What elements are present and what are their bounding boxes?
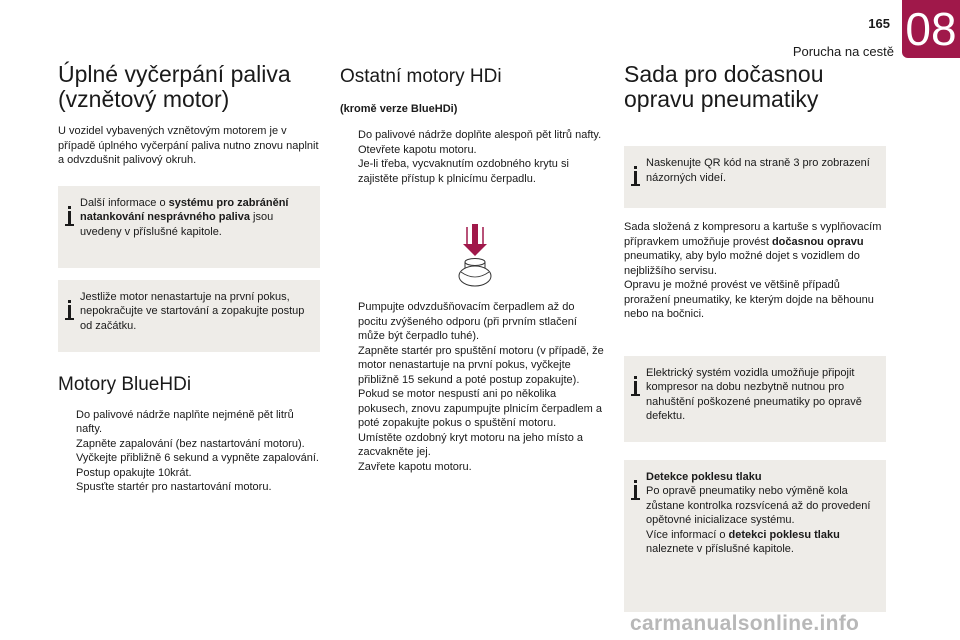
- hdi-steps-after: [340, 300, 604, 474]
- chapter-title: Porucha na cestě: [792, 44, 894, 59]
- title-line-1: Úplné vyčerpání paliva: [58, 61, 291, 87]
- title-line-1: Sada pro dočasnou: [624, 61, 824, 87]
- list-item: Je-li třeba, vycvaknutím ozdobného krytu si zajistěte přístup k plnicímu čerpadlu.: [358, 158, 569, 185]
- column-tyre-repair: [624, 62, 886, 612]
- note-text: Jestliže motor nenastartuje na první pokus, nepokračujte ve startování a zopakujte postup od začátku.: [80, 290, 305, 332]
- column-fuel-exhaustion: [58, 62, 320, 495]
- note-text: Naskenujte QR kód na straně 3 pro zobrazení názorných videí.: [646, 157, 870, 184]
- note-text: Po opravě pneumatiky nebo výměně kola zůstane kontrolka rozsvícená až do provedení opětovné inicializace systému.: [646, 485, 871, 526]
- note-text: Elektrický systém vozidla umožňuje připojit kompresor na dobu nezbytně nutnou pro nahuštění poškozené pneumatiky po opravě defektu.: [646, 366, 862, 422]
- info-note-pressure-detection: Detekce poklesu tlaku Po opravě pneumatiky nebo výměně kola zůstane kontrolka rozsvícená až do provedení opětovné inicializace systému. Více informací o detekci poklesu tlaku naleznete v příslušné kapitole.: [624, 460, 886, 612]
- list-item: Do palivové nádrže doplňte alespoň pět litrů nafty.: [358, 129, 602, 141]
- list-item: Spusťte startér pro nastartování motoru.: [76, 481, 272, 493]
- section-title-fuel: [58, 62, 320, 112]
- info-note-misfuel: [58, 186, 320, 268]
- chapter-tab: 08: [902, 0, 960, 58]
- kit-description: Sada složená z kompresoru a kartuše s vyplňovacím přípravkem umožňuje provést dočasnou opravu pneumatiky, aby bylo možné dojet s vozidlem do nejbližšího servisu.: [624, 221, 882, 277]
- page-number: 165: [868, 16, 890, 31]
- bluehdi-steps: [58, 408, 320, 495]
- list-item: Zavřete kapotu motoru.: [358, 460, 472, 473]
- note-text-post: jsou uvedeny v příslušné kapitole.: [80, 211, 274, 238]
- list-item: Do palivové nádrže naplňte nejméně pět litrů nafty.: [76, 408, 294, 435]
- hdi-steps-before: [340, 128, 604, 186]
- pump-illustration: [455, 224, 495, 290]
- note-heading: Detekce poklesu tlaku: [646, 470, 762, 483]
- info-note-qr: [624, 146, 886, 208]
- info-icon: [65, 300, 74, 320]
- info-icon: [631, 376, 640, 396]
- section-title-other-hdi: Ostatní motory HDi: [340, 66, 502, 87]
- info-icon: [65, 206, 74, 226]
- list-item: Pumpujte odvzdušňovacím čerpadlem až do pocitu zvýšeného odporu (při prvním stlačení může být čerpadlo tuhé).: [358, 301, 577, 342]
- list-item: Postup opakujte 10krát.: [76, 466, 192, 479]
- list-item: Otevřete kapotu motoru.: [358, 143, 477, 156]
- info-note-electric: [624, 356, 886, 442]
- info-icon: [631, 166, 640, 186]
- note-text-bold: systému pro zabránění natankování nesprávného paliva: [80, 196, 289, 223]
- list-item: Zapněte startér pro spuštění motoru (v případě, že motor nenastartuje na první pokus, vyčkejte přibližně 15 sekund a poté postup zopakujte).: [358, 344, 604, 386]
- list-item: Vyčkejte přibližně 6 sekund a vypněte zapalování.: [76, 452, 319, 464]
- section-title-bluehdi: Motory BlueHDi: [58, 373, 192, 395]
- section-title-tyre-kit: [624, 62, 886, 112]
- title-line-2: (vznětový motor): [58, 86, 230, 112]
- arrow-down-icon: [463, 224, 487, 256]
- intro-paragraph: U vozidel vybavených vznětovým motorem je v případě úplného vyčerpání paliva nutno znovu naplnit a odvzdušnit palivový okruh.: [58, 125, 319, 166]
- primer-pump-icon: [459, 259, 491, 287]
- note-text-pre: Další informace o: [80, 196, 169, 209]
- list-item: Umístěte ozdobný kryt motoru na jeho místo a zacvakněte jej.: [358, 431, 583, 458]
- info-note-restart: [58, 280, 320, 352]
- list-item: Zapněte zapalování (bez nastartování motoru).: [76, 437, 305, 450]
- title-line-2: opravu pneumatiky: [624, 86, 819, 112]
- kit-usage: Opravu je možné provést ve většině případů proražení pneumatiky, ke kterým dojde na běhounu nebo na bočnici.: [624, 279, 874, 320]
- info-icon: [631, 480, 640, 500]
- list-item: Pokud se motor nespustí ani po několika pokusech, znovu zapumpujte plnicím čerpadlem a poté zopakujte pokus o spuštění motoru.: [358, 388, 602, 429]
- watermark: carmanualsonline.info: [630, 612, 860, 635]
- section-subtitle: (kromě verze BlueHDi): [340, 103, 458, 115]
